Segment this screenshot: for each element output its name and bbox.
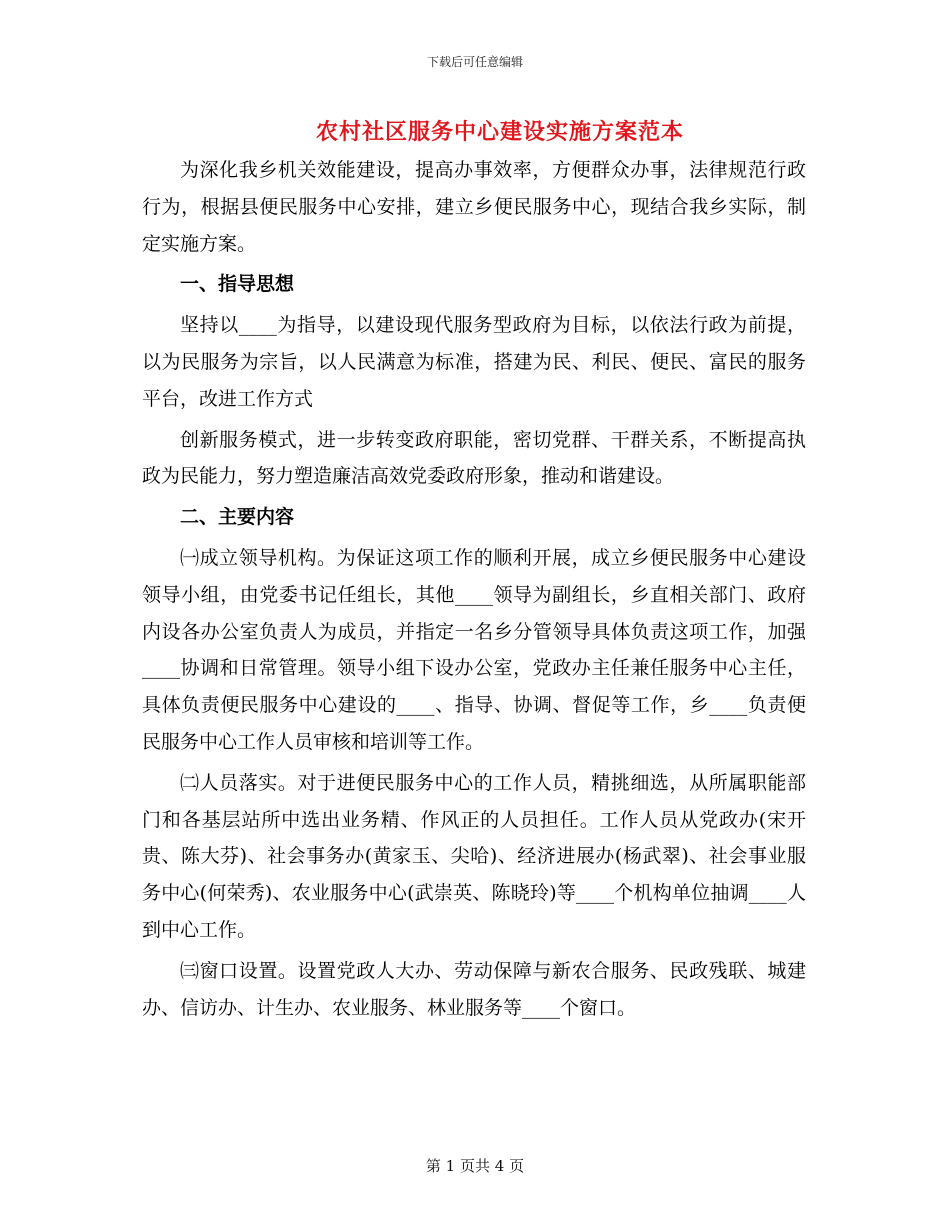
content-paragraph-staffing: ㈡人员落实。对于进便民服务中心的工作人员，精挑细选，从所属职能部门和各基层站所中选出业务精、作风正的人员担任。工作人员从党政办(宋开贵、陈大芬)、社会事务办(黄家玉、尖哈)、经济进展办(杨武翠)、社会事业服务中心(何荣秀)、农业服务中心(武崇英、陈晓玲)等____个机构单位抽调____人到中心工作。 [142, 771, 806, 941]
intro-paragraph: 为深化我乡机关效能建设，提高办事效率，方便群众办事，法律规范行政行为，根据县便民服务中心安排，建立乡便民服务中心，现结合我乡实际，制定实施方案。 [142, 159, 806, 255]
content-paragraph-windows: ㈢窗口设置。设置党政人大办、劳动保障与新农合服务、民政残联、城建办、信访办、计生办、农业服务、林业服务等____个窗口。 [142, 959, 806, 1019]
section-heading-main-content: 二、主要内容 [180, 506, 295, 529]
guiding-paragraph-1: 坚持以____为指导，以建设现代服务型政府为目标，以依法行政为前提，以为民服务为宗旨，以人民满意为标准，搭建为民、利民、便民、富民的服务平台，改进工作方式 [142, 314, 806, 410]
content-paragraph-leadership: ㈠成立领导机构。为保证这项工作的顺利开展，成立乡便民服务中心建设领导小组，由党委书记任组长，其他____领导为副组长，乡直相关部门、政府内设各办公室负责人为成员，并指定一名乡分管领导具体负责这项工作，加强____协调和日常管理。领导小组下设办公室，党政办主任兼任服务中心主任，具体负责便民服务中心建设的____、指导、协调、督促等工作，乡____负责便民服务中心工作人员审核和培训等工作。 [142, 546, 806, 753]
document-body [142, 152, 806, 1026]
document-title: 农村社区服务中心建设实施方案范本 [315, 119, 684, 145]
page-footer-number: 第 1 页共 4 页 [425, 1157, 525, 1175]
page-header-note: 下载后可任意编辑 [426, 55, 523, 69]
section-heading-guiding-thought: 一、指导思想 [180, 273, 295, 296]
guiding-paragraph-2: 创新服务模式，进一步转变政府职能，密切党群、干群关系，不断提高执政为民能力，努力塑造廉洁高效党委政府形象，推动和谐建设。 [142, 428, 806, 488]
